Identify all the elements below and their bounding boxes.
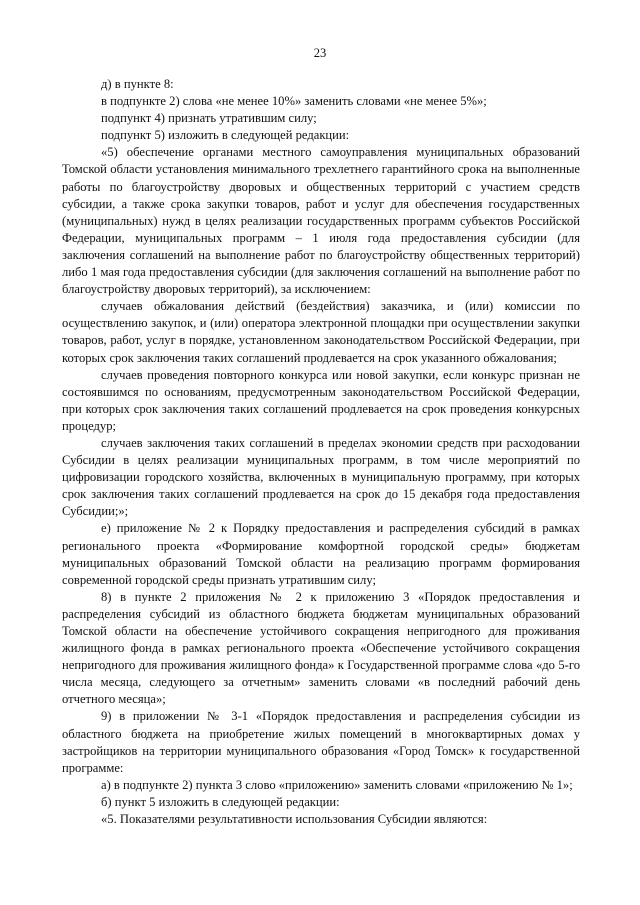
paragraph: 8) в пункте 2 приложения № 2 к приложению 3 «Порядок предоставления и распределения субсидий из областного бюджета бюджетам муниципальных образований Томской области на обеспечение устойчивого сокращения непригодного для проживания жилищного фонда в рамках регионального проекта «Обеспечение устойчивого сокращения непригодного для проживания жилищного фонда» к Государственной программе слова «до 5-го числа месяца, следующего за отчетным» заменить словами «в последний рабочий день отчетного месяца»; (62, 589, 580, 707)
paragraph: «5. Показателями результативности использования Субсидии являются: (101, 812, 488, 827)
paragraph: д) в пункте 8: (101, 77, 174, 91)
paragraph: е) приложение № 2 к Порядку предоставления и распределения субсидий в рамках регионального проекта «Формирование комфортной городской среды» бюджетам муниципальных образований Томской области на реализацию программ формирования современной городской среды признать утратившим силу; (62, 521, 580, 587)
paragraph: 9) в приложении № 3-1 «Порядок предоставления и распределения субсидии из областного бюджета на приобретение жилых помещений в многоквартирных домах у застройщиков на территории муниципального образования «Город Томск» к государственной программе: (62, 709, 580, 775)
paragraph: в подпункте 2) слова «не менее 10%» заменить словами «не менее 5%»; (101, 94, 487, 109)
document-body (62, 76, 580, 828)
paragraph: б) пункт 5 изложить в следующей редакции: (101, 794, 340, 809)
paragraph: случаев заключения таких соглашений в пределах экономии средств при расходовании Субсидии в целях реализации муниципальных программ, в том числе мероприятий по цифровизации городского хозяйства, включенных в муниципальную программу, при которых срок заключения таких соглашений продлевается на срок до 15 декабря года предоставления Субсидии;»; (62, 435, 580, 519)
paragraph: случаев проведения повторного конкурса или новой закупки, если конкурс признан не состоявшимся по основаниям, предусмотренным законодательством Российской Федерации, при которых срок заключения таких соглашений продлевается на срок проведения конкурсных процедур; (62, 367, 580, 433)
page-number: 23 (313, 46, 327, 60)
paragraph: а) в подпункте 2) пункта 3 слово «приложению» заменить словами «приложению № 1»; (101, 777, 573, 792)
paragraph: подпункт 5) изложить в следующей редакции: (101, 128, 350, 143)
paragraph: случаев обжалования действий (бездействия) заказчика, и (или) комиссии по осуществлению закупок, и (или) оператора электронной площадки при осуществлении закупки товаров, работ, услуг в порядке, установленном законодательством Российской Федерации, при которых срок заключения таких соглашений продлевается на срок указанного обжалования; (62, 299, 580, 365)
paragraph: «5) обеспечение органами местного самоуправления муниципальных образований Томской области установления минимального трехлетнего гарантийного срока на выполненные работы по благоустройству дворовых и общественных территорий с участием средств субсидии, а также срока закупки товаров, работ и услуг для обеспечения государственных (муниципальных) нужд в целях реализации государственных программ субъектов Российской Федерации, муниципальных программ – 1 июля года предоставления субсидии (для заключения соглашений на выполнение работ по благоустройству общественных территорий) либо 1 мая года предоставления субсидии (для заключения соглашений на выполнение работ по благоустройству дворовых территорий), за исключением: (62, 145, 580, 297)
paragraph: подпункт 4) признать утратившим силу; (101, 111, 317, 126)
